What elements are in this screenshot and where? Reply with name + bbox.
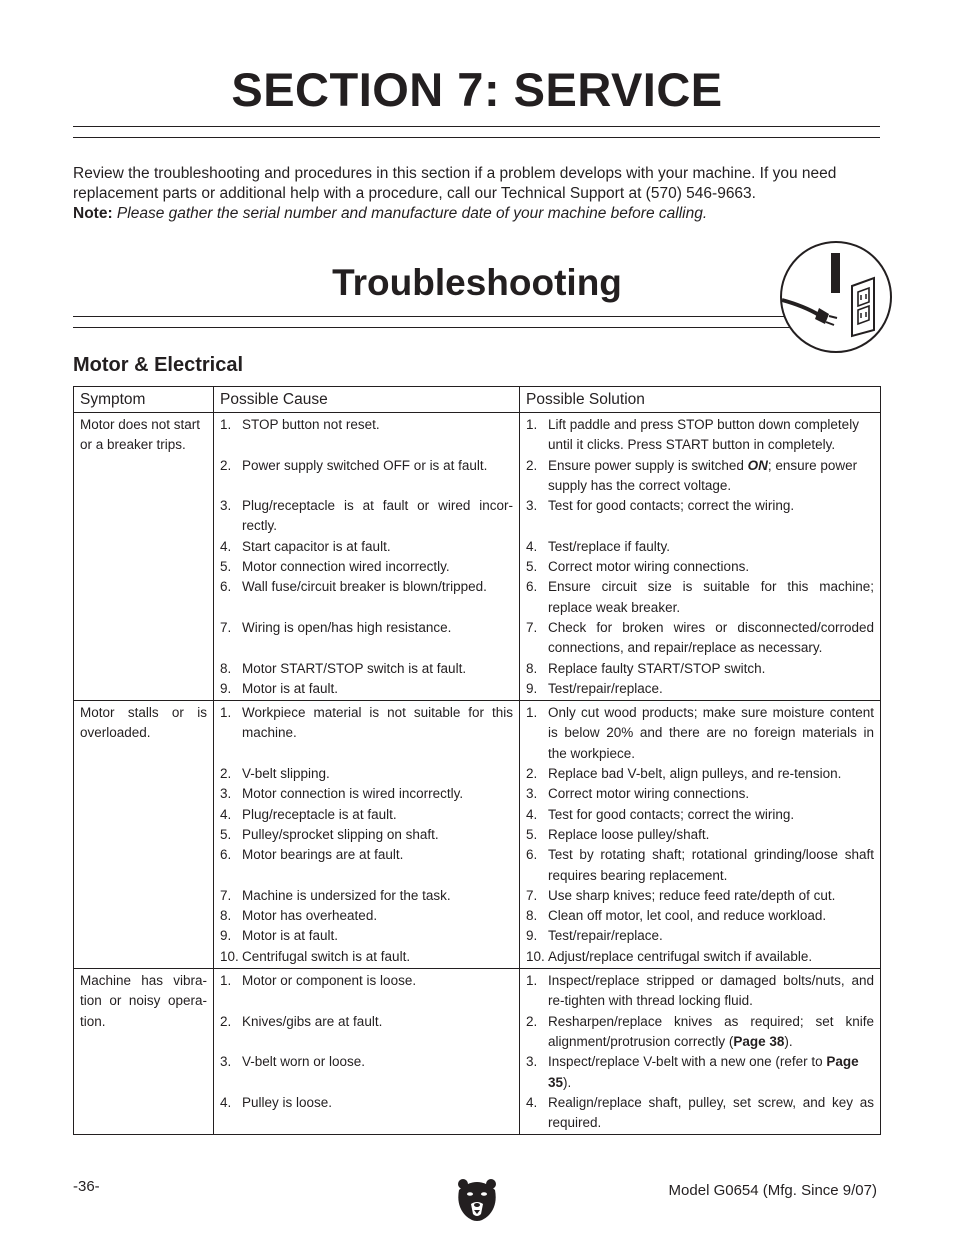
list-item: 3. Inspect/replace V-belt with a new one (refer to Page 35).: [526, 1054, 859, 1090]
list-item: 9. Motor is at fault.: [220, 928, 339, 944]
title-rule-bottom: [73, 137, 880, 138]
page-number: -36-: [73, 1178, 100, 1195]
grizzly-bear-logo-icon: [456, 1176, 498, 1224]
symptom-cell: Machine has vibra- tion or noisy opera- tion.: [74, 969, 214, 1135]
symptom-cell: Motor stalls or is overloaded.: [74, 701, 214, 969]
solution-cell: [520, 701, 881, 969]
note-label: Note:: [73, 205, 113, 222]
list-item: 5. Motor connection wired incorrectly.: [220, 559, 450, 575]
list-item: 3. Test for good contacts; correct the wiring.: [526, 498, 795, 514]
list-item: 8. Motor has overheated.: [220, 908, 378, 924]
list-item: 2. Knives/gibs are at fault.: [220, 1013, 383, 1029]
cause-cell: [214, 413, 520, 701]
ts-rule-top: [73, 316, 793, 317]
list-item: 6. Ensure circuit size is suitable for this machine; replace weak breaker.: [526, 579, 874, 615]
symptom-cell: Motor does not start or a breaker trips.: [74, 413, 214, 701]
list-item: 5. Pulley/sprocket slipping on shaft.: [220, 826, 439, 842]
table-row: [74, 701, 881, 969]
list-item: 5. Correct motor wiring connections.: [526, 559, 750, 575]
list-item: 2. Replace bad V-belt, align pulleys, and re-tension.: [526, 766, 842, 782]
list-item: 6. Wall fuse/circuit breaker is blown/tripped.: [220, 579, 487, 595]
list-item: 8. Motor START/STOP switch is at fault.: [220, 660, 467, 676]
list-item: 7. Check for broken wires or disconnected/corroded connections, and repair/replace as necessary.: [526, 619, 874, 656]
section-title: SECTION 7: SERVICE: [231, 63, 723, 116]
list-item: 1. Lift paddle and press STOP button down completely until it clicks. Press START button in completely.: [526, 417, 859, 453]
list-item: 6. Test by rotating shaft; rotational grinding/loose shaft requires bearing replacement.: [526, 847, 874, 883]
list-item: 3. Motor connection is wired incorrectly.: [220, 786, 464, 802]
intro-paragraph: [73, 164, 885, 224]
ts-rule-bottom: [73, 327, 793, 328]
model-label: Model G0654 (Mfg. Since 9/07): [668, 1182, 877, 1199]
troubleshooting-title: Troubleshooting: [332, 262, 622, 303]
list-item: 1. STOP button not reset.: [220, 417, 380, 432]
cause-cell: [214, 701, 520, 969]
list-item: 9. Test/repair/replace.: [526, 928, 663, 944]
list-item: 5. Replace loose pulley/shaft.: [526, 826, 710, 842]
list-item: 1. Only cut wood products; make sure moisture content is below 20% and there are no foreign materials in the workpiece.: [526, 705, 874, 761]
list-item: 6. Motor bearings are at fault.: [220, 847, 404, 863]
list-item: 2. Resharpen/replace knives as required; set knife alignment/protrusion correctly (Page 38).: [526, 1013, 874, 1049]
list-item: 4. Test for good contacts; correct the wiring.: [526, 806, 795, 822]
list-item: 10. Adjust/replace centrifugal switch if available.: [526, 948, 813, 964]
list-item: 1. Motor or component is loose.: [220, 973, 417, 989]
list-item: 4. Plug/receptacle is at fault.: [220, 806, 397, 822]
list-item: 7. Wiring is open/has high resistance.: [220, 619, 452, 635]
list-item: 4. Pulley is loose.: [220, 1094, 333, 1110]
table-header-row: [74, 387, 881, 413]
list-item: 2. Ensure power supply is switched ON; ensure power supply has the correct voltage.: [526, 457, 858, 493]
list-item: 3. V-belt worn or loose.: [220, 1054, 366, 1070]
cause-cell: [214, 969, 520, 1135]
title-rule-top: [73, 126, 880, 127]
solution-header: Possible Solution: [520, 387, 881, 413]
list-item: 10. Centrifugal switch is at fault.: [220, 948, 411, 964]
list-item: 8. Clean off motor, let cool, and reduce workload.: [526, 908, 827, 924]
list-item: 4. Test/replace if faulty.: [526, 538, 671, 554]
list-item: 4. Realign/replace shaft, pulley, set screw, and key as required.: [526, 1094, 874, 1131]
list-item: 2. Power supply switched OFF or is at fault.: [220, 457, 488, 473]
note-text: Please gather the serial number and manufacture date of your machine before calling.: [116, 205, 708, 222]
symptom-header: Symptom: [74, 387, 214, 413]
list-item: 9. Motor is at fault.: [220, 680, 339, 696]
list-item: 4. Start capacitor is at fault.: [220, 538, 391, 554]
electrical-plug-warning-icon: [779, 240, 893, 354]
list-item: 7. Machine is undersized for the task.: [220, 887, 451, 903]
solution-cell: [520, 969, 881, 1135]
list-item: 1. Workpiece material is not suitable for this machine.: [220, 705, 513, 741]
cause-header: Possible Cause: [214, 387, 520, 413]
subsection-title: Motor & Electrical: [73, 354, 244, 376]
table-row: [74, 969, 881, 1135]
table-row: [74, 413, 881, 701]
list-item: 7. Use sharp knives; reduce feed rate/depth of cut.: [526, 887, 836, 903]
list-item: 3. Correct motor wiring connections.: [526, 786, 750, 802]
intro-text: Review the troubleshooting and procedures in this section if a problem develops with your machine. If you need replacement parts or additional help with a procedure, call our Technical Support at (570) 546-9663.: [73, 165, 837, 202]
list-item: 1. Inspect/replace stripped or damaged bolts/nuts, and re-tighten with thread locking fluid.: [526, 973, 874, 1009]
list-item: 2. V-belt slipping.: [220, 766, 330, 782]
list-item: 8. Replace faulty START/STOP switch.: [526, 660, 766, 676]
solution-cell: [520, 413, 881, 701]
list-item: 3. Plug/receptacle is at fault or wired incor- rectly.: [220, 498, 513, 534]
troubleshooting-table: [73, 386, 881, 1135]
list-item: 9. Test/repair/replace.: [526, 680, 663, 696]
